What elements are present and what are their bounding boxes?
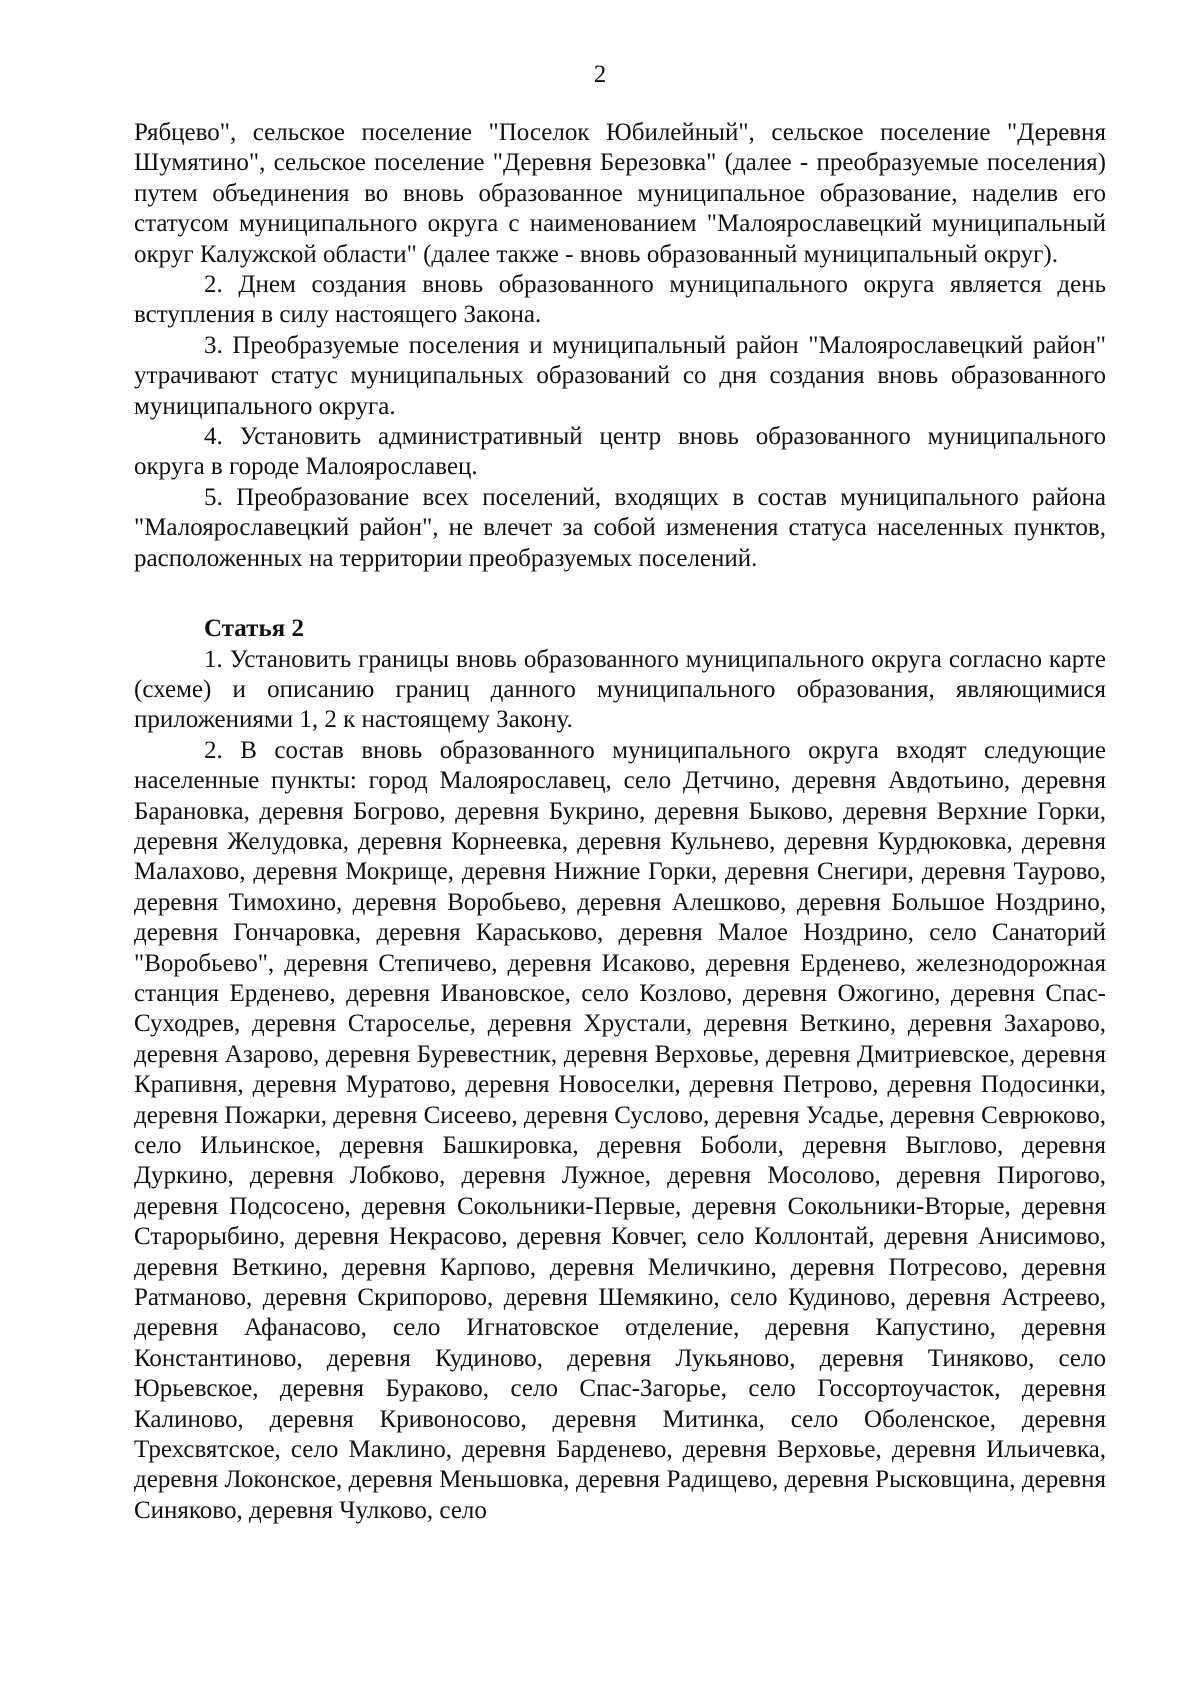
article-heading: Статья 2 <box>204 615 304 643</box>
page-number: 2 <box>593 61 607 88</box>
paragraph-item-5: 5. Преобразование всех поселений, входящих в состав муниципального района "Малоярославецкий район", не влечет за собой изменения статуса населенных пунктов, расположенных на территории преобразуемых поселений. <box>134 483 1106 572</box>
paragraph-item-2: 2. Днем создания вновь образованного муниципального округа является день вступления в силу настоящего Закона. <box>134 271 1106 329</box>
paragraph-item-3: 3. Преобразуемые поселения и муниципальный район "Малоярославецкий район" утрачивают статус муниципальных образований со дня создания вновь образованного муниципального округа. <box>134 331 1106 420</box>
document-body <box>134 118 1106 1526</box>
paragraph-continuation: Рябцево", сельское поселение "Поселок Юбилейный", сельское поселение "Деревня Шумятино", сельское поселение "Деревня Березовка" (далее - преобразуемые поселения) путем объединения во вновь образованное муниципальное образование, наделив его статусом муниципального округа с наименованием "Малоярославецкий муниципальный округ Калужской области" (далее также - вновь образованный муниципальный округ). <box>134 119 1106 268</box>
paragraph-item-4: 4. Установить административный центр вновь образованного муниципального округа в городе Малоярославец. <box>134 423 1106 481</box>
article2-paragraph-2: 2. В состав вновь образованного муниципального округа входят следующие населенные пункты: город Малоярославец, село Детчино, деревня Авдотьино, деревня Барановка, деревня Богрово, деревня Букрино, деревня Быково, деревня Верхние Горки, деревня Желудовка, деревня Корнеевка, деревня Кульнево, деревня Курдюковка, деревня Малахово, деревня Мокрище, деревня Нижние Горки, деревня Снегири, деревня Таурово, деревня Тимохино, деревня Воробьево, деревня Алешково, деревня Большое Ноздрино, деревня Гончаровка, деревня Караськово, деревня Малое Ноздрино, село Санаторий "Воробьево", деревня Степичево, деревня Исаково, деревня Ерденево, железнодорожная станция Ерденево, деревня Ивановское, село Козлово, деревня Ожогино, деревня Спас-Суходрев, деревня Староселье, деревня Хрустали, деревня Веткино, деревня Захарово, деревня Азарово, деревня Буревестник, деревня Верховье, деревня Дмитриевское, деревня Крапивня, деревня Муратово, деревня Новоселки, деревня Петрово, деревня Подосинки, деревня Пожарки, деревня Сисеево, деревня Суслово, деревня Усадье, деревня Севрюково, село Ильинское, деревня Башкировка, деревня Боболи, деревня Выглово, деревня Дуркино, деревня Лобково, деревня Лужное, деревня Мосолово, деревня Пирогово, деревня Подсосено, деревня Сокольники-Первые, деревня Сокольники-Вторые, деревня Старорыбино, деревня Некрасово, деревня Ковчег, село Коллонтай, деревня Анисимово, деревня Веткино, деревня Карпово, деревня Меличкино, деревня Потресово, деревня Ратманово, деревня Скрипорово, деревня Шемякино, село Кудиново, деревня Астреево, деревня Афанасово, село Игнатовское отделение, деревня Капустино, деревня Константиново, деревня Кудиново, деревня Лукьяново, деревня Тиняково, село Юрьевское, деревня Бураково, село Спас-Загорье, село Госсортоучасток, деревня Калиново, деревня Кривоносово, деревня Митинка, село Оболенское, деревня Трехсвятское, село Маклино, деревня Барденево, деревня Верховье, деревня Ильичевка, деревня Локонское, деревня Меньшовка, деревня Радищево, деревня Рысковщина, деревня Синяково, деревня Чулково, село <box>134 736 1106 1524</box>
article2-paragraph-1: 1. Установить границы вновь образованного муниципального округа согласно карте (схеме) и описанию границ данного муниципального образования, являющимися приложениями 1, 2 к настоящему Закону. <box>134 645 1106 734</box>
